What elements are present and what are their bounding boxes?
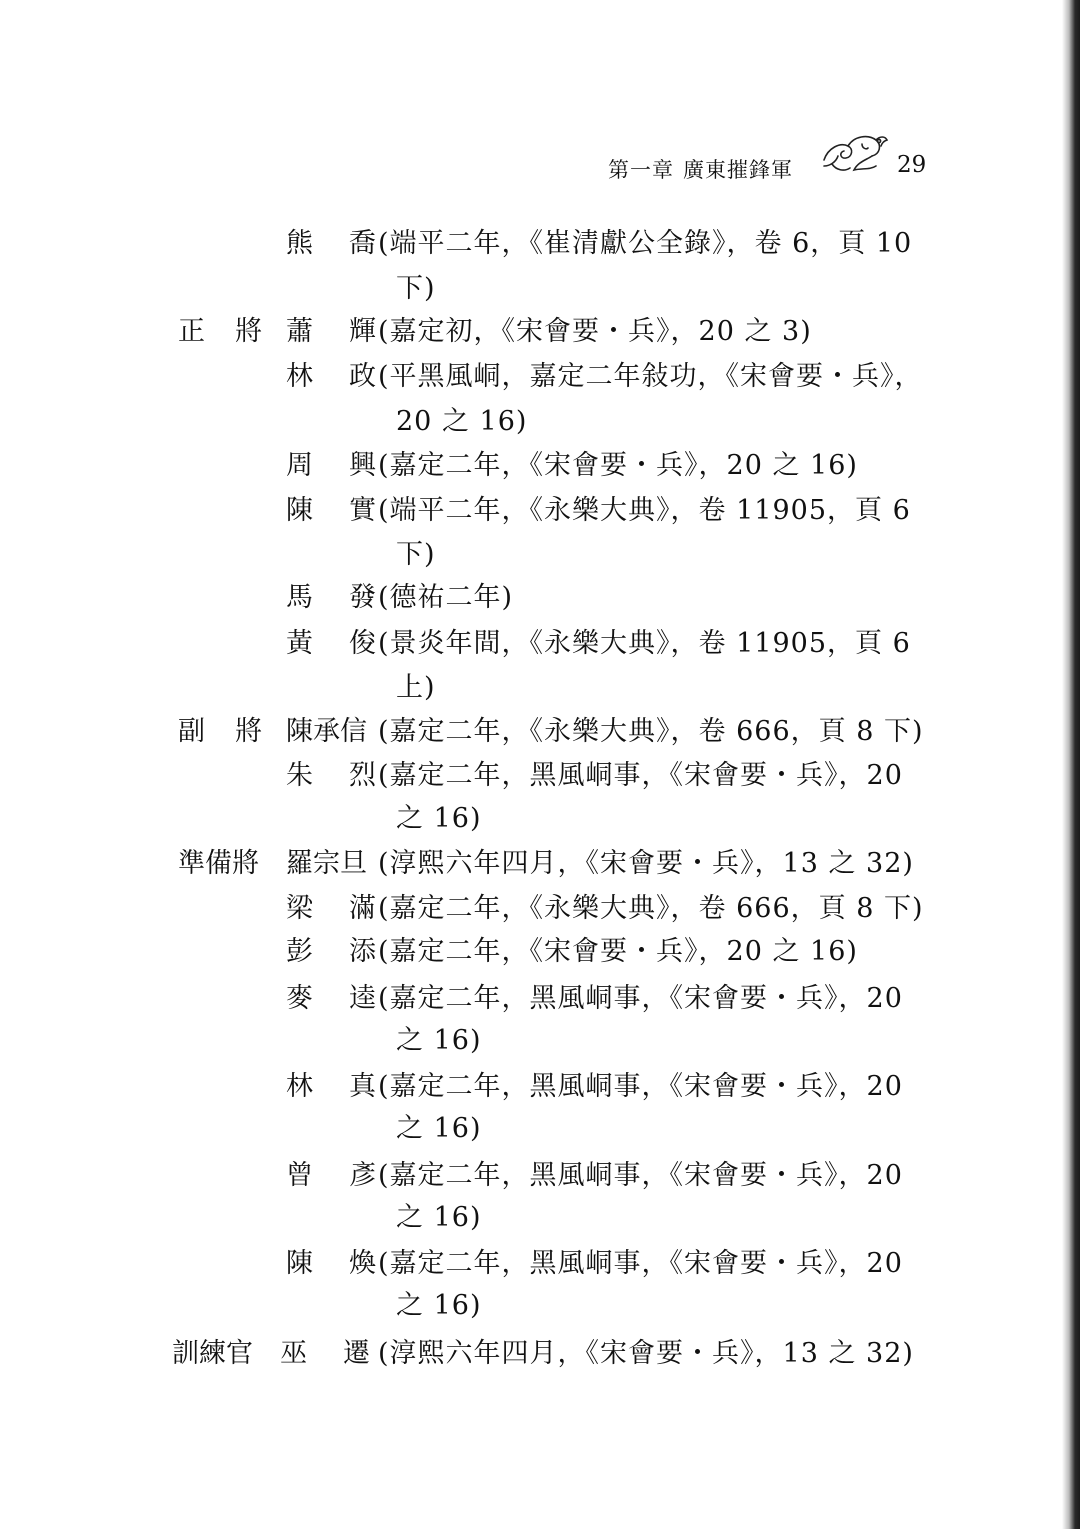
citation-continuation: 上) (396, 672, 436, 703)
chapter-title: 廣東摧鋒軍 (683, 158, 793, 182)
rank-label: 準備將 (178, 848, 259, 879)
rank-label: 正將 (178, 316, 292, 347)
page-number: 29 (897, 152, 927, 178)
person-name: 羅宗旦 (286, 848, 367, 879)
person-name: 馬發 (286, 582, 412, 613)
person-name: 林真 (286, 1071, 412, 1102)
person-name: 朱烈 (286, 760, 412, 791)
person-name: 曾彥 (286, 1160, 412, 1191)
citation: (嘉定二年，黑風峒事，《宋會要・兵》，20 (378, 1160, 903, 1191)
person-name: 麥逵 (286, 983, 412, 1014)
citation: (景炎年間，《永樂大典》，卷 11905，頁 6 (378, 628, 911, 659)
person-name: 周興 (286, 450, 412, 481)
person-name: 巫遷 (280, 1338, 406, 1369)
person-name: 陳煥 (286, 1248, 412, 1279)
citation: (嘉定二年，《永樂大典》，卷 666，頁 8 下) (378, 716, 924, 747)
citation-continuation: 之 16) (396, 1202, 482, 1233)
citation-continuation: 之 16) (396, 1025, 482, 1056)
citation: (嘉定二年，黑風峒事，《宋會要・兵》，20 (378, 760, 903, 791)
citation: (德祐二年) (378, 582, 514, 613)
person-name: 陳實 (286, 495, 412, 526)
citation: (淳熙六年四月，《宋會要・兵》，13 之 32) (378, 848, 914, 879)
citation: (端平二年，《崔清獻公全錄》，卷 6，頁 10 (378, 228, 913, 259)
citation: (嘉定二年，《宋會要・兵》，20 之 16) (378, 450, 858, 481)
citation: (嘉定二年，黑風峒事，《宋會要・兵》，20 (378, 983, 903, 1014)
citation-continuation: 之 16) (396, 1113, 482, 1144)
citation-continuation: 20 之 16) (396, 406, 528, 437)
citation: (淳熙六年四月，《宋會要・兵》，13 之 32) (378, 1338, 914, 1369)
citation: (嘉定初，《宋會要・兵》，20 之 3) (378, 316, 812, 347)
citation-continuation: 之 16) (396, 803, 482, 834)
person-name: 梁滿 (286, 893, 412, 924)
citation: (平黑風峒，嘉定二年敍功，《宋會要・兵》， (378, 361, 923, 392)
person-name: 蕭輝 (286, 316, 412, 347)
citation: (嘉定二年，黑風峒事，《宋會要・兵》，20 (378, 1248, 903, 1279)
rank-label: 副將 (178, 716, 292, 747)
citation: (端平二年，《永樂大典》，卷 11905，頁 6 (378, 495, 911, 526)
citation-continuation: 下) (396, 539, 436, 570)
citation: (嘉定二年，黑風峒事，《宋會要・兵》，20 (378, 1071, 903, 1102)
citation-continuation: 下) (396, 273, 436, 304)
person-name: 林政 (286, 361, 412, 392)
rank-label: 訓練官 (172, 1338, 253, 1369)
person-name: 熊喬 (286, 228, 412, 259)
person-name: 黃俊 (286, 628, 412, 659)
citation: (嘉定二年，《宋會要・兵》，20 之 16) (378, 936, 858, 967)
citation-continuation: 之 16) (396, 1290, 482, 1321)
person-name: 陳承信 (286, 716, 367, 747)
citation: (嘉定二年，《永樂大典》，卷 666，頁 8 下) (378, 893, 924, 924)
chapter-label: 第一章 (608, 158, 674, 182)
person-name: 彭添 (286, 936, 412, 967)
